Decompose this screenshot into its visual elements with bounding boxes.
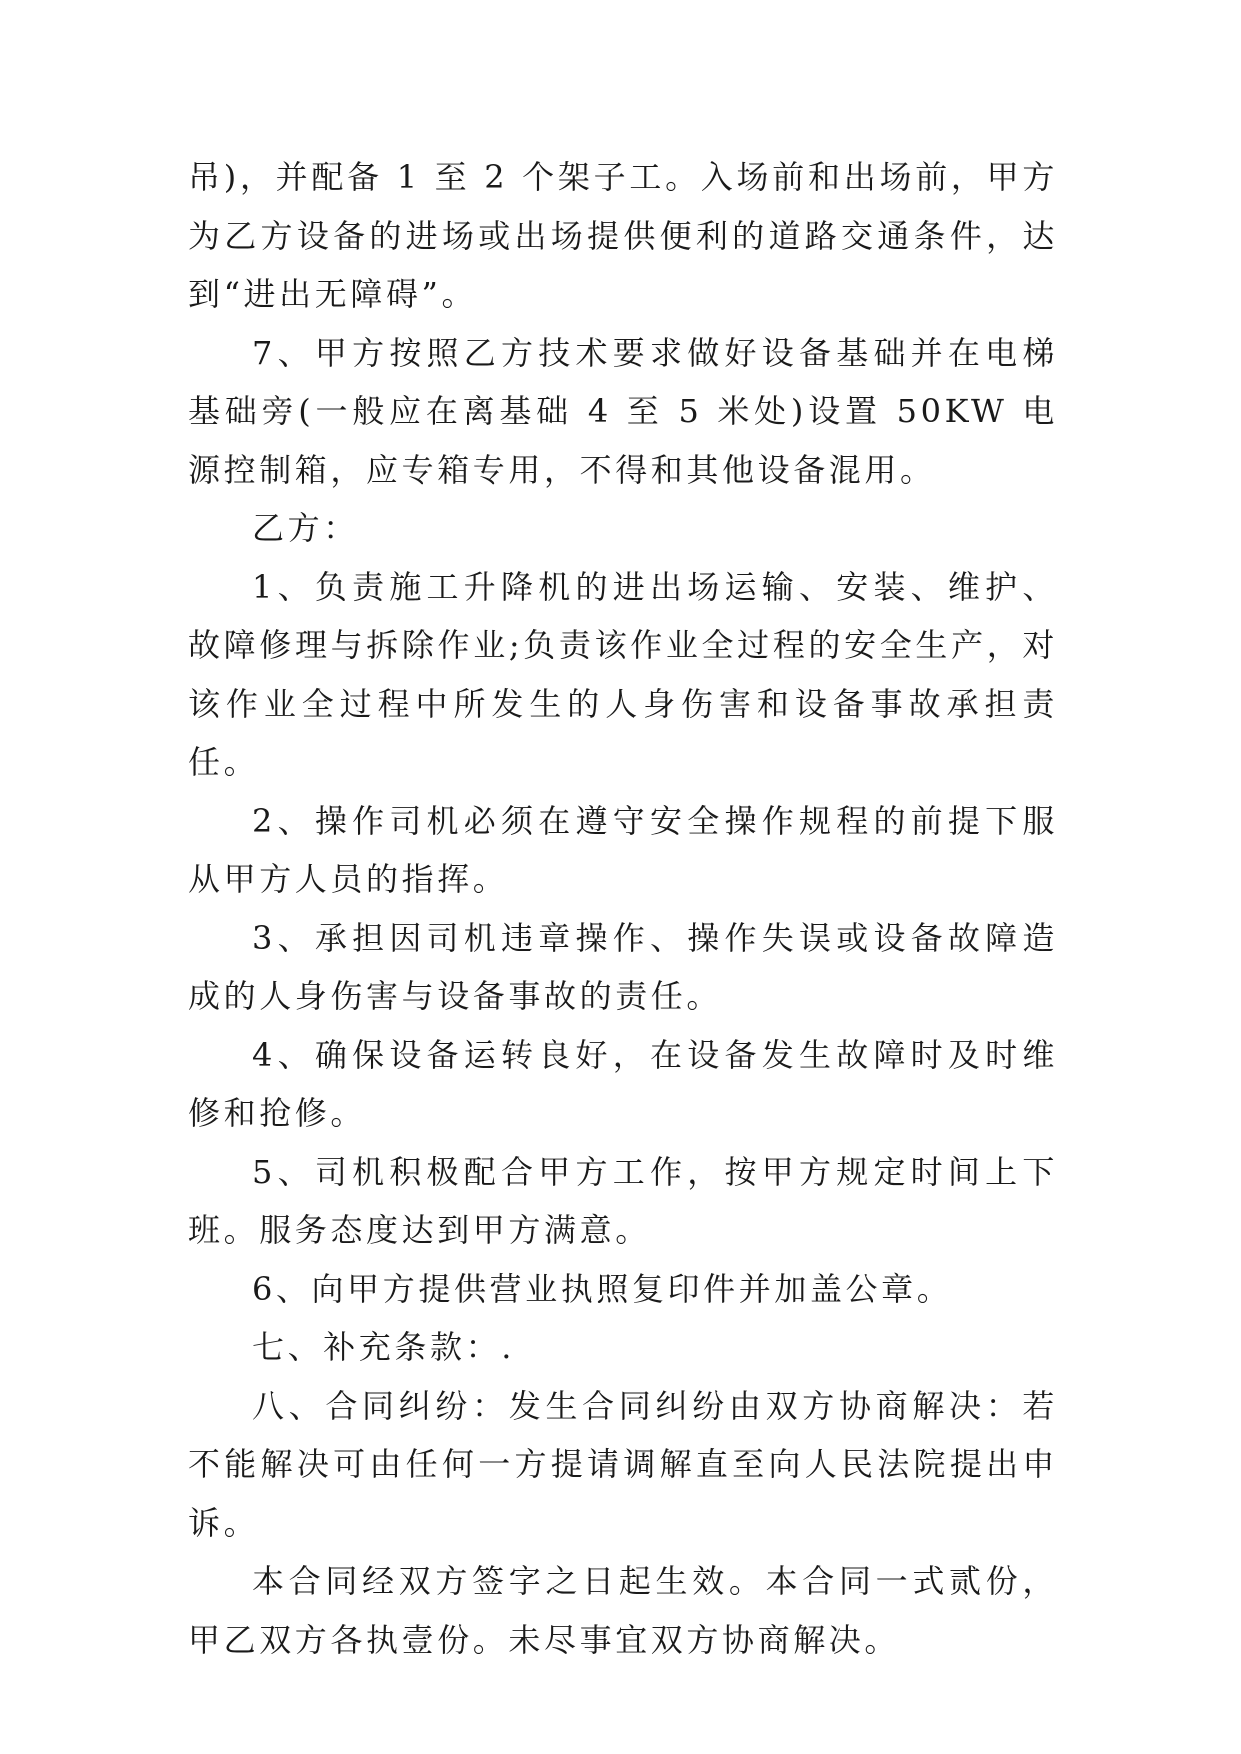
section-8-contract-disputes: 八、合同纠纷：发生合同纠纷由双方协商解决：若不能解决可由任何一方提请调解直至向人民法院提出申诉。 [188,1386,1058,1542]
document-page [188,148,1058,1669]
paragraph-party-b-5: 5、司机积极配合甲方工作，按甲方规定时间上下班。服务态度达到甲方满意。 [188,1152,1058,1249]
paragraph-party-b-4: 4、确保设备运转良好，在设备发生故障时及时维修和抢修。 [188,1035,1058,1132]
paragraph-party-b-3: 3、承担因司机违章操作、操作失误或设备故障造成的人身伤害与设备事故的责任。 [188,918,1058,1015]
paragraph-party-b-6: 6、向甲方提供营业执照复印件并加盖公章。 [252,1269,953,1308]
paragraph-party-b-2: 2、操作司机必须在遵守安全操作规程的前提下服从甲方人员的指挥。 [188,801,1058,898]
party-b-heading: 乙方： [252,509,359,547]
paragraph-party-b-1: 1、负责施工升降机的进出场运输、安装、维护、故障修理与拆除作业;负责该作业全过程的安全生产，对该作业全过程中所发生的人身伤害和设备事故承担责任。 [188,567,1058,781]
paragraph-effectiveness: 本合同经双方签字之日起生效。本合同一式贰份，甲乙双方各执壹份。未尽事宜双方协商解决。 [188,1562,1058,1659]
section-7-supplementary-terms: 七、补充条款：. [252,1328,515,1366]
paragraph-clause-7: 7、甲方按照乙方技术要求做好设备基础并在电梯基础旁(一般应在离基础 4 至 5 米处)设置 50KW 电源控制箱，应专箱专用，不得和其他设备混用。 [188,333,1058,489]
paragraph-continuation: 吊)，并配备 1 至 2 个架子工。入场前和出场前，甲方为乙方设备的进场或出场提供便利的道路交通条件，达到“进出无障碍”。 [188,158,1058,313]
